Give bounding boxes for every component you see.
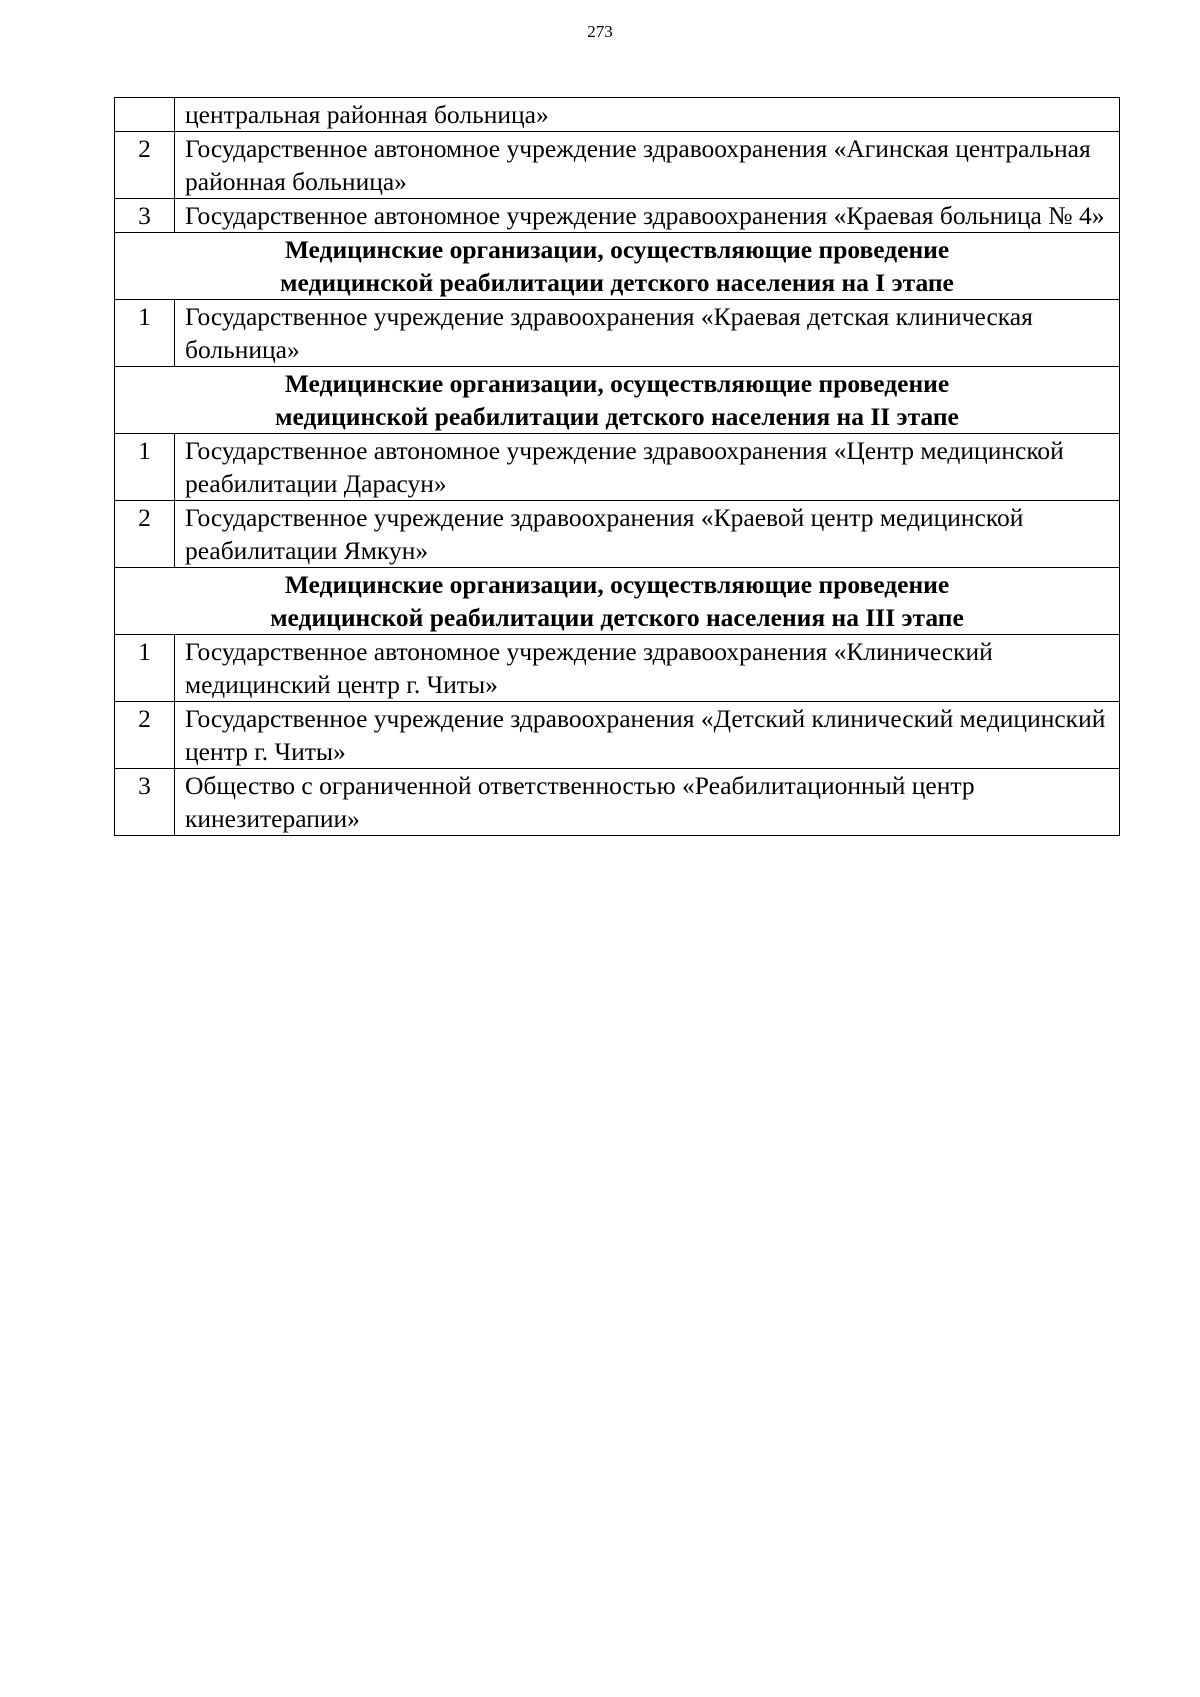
- row-number: 2: [115, 702, 175, 769]
- table-row: [115, 98, 1120, 132]
- organization-name: Государственное автономное учреждение здравоохранения «Агинская центральная районная больница»: [175, 132, 1120, 199]
- table-row: [115, 300, 1120, 367]
- section-heading: [115, 367, 1120, 434]
- section-heading: [115, 568, 1120, 635]
- row-number: 3: [115, 769, 175, 836]
- row-number: 2: [115, 501, 175, 568]
- table-row: [115, 769, 1120, 836]
- row-number: 3: [115, 199, 175, 233]
- section-heading: [115, 233, 1120, 300]
- section-header-row: [115, 568, 1120, 635]
- row-number: [115, 98, 175, 132]
- table-row: [115, 434, 1120, 501]
- organization-name: Государственное учреждение здравоохранения «Краевая детская клиническая больница»: [175, 300, 1120, 367]
- section-heading-line: медицинской реабилитации детского населения на I этапе: [280, 268, 954, 297]
- table-row: [115, 199, 1120, 233]
- section-heading-line: медицинской реабилитации детского населения на II этапе: [275, 402, 959, 431]
- organization-name: Государственное автономное учреждение здравоохранения «Краевая больница № 4»: [175, 199, 1120, 233]
- section-heading-line: Медицинские организации, осуществляющие проведение: [284, 570, 950, 599]
- section-header-row: [115, 367, 1120, 434]
- page-number: 273: [587, 22, 613, 41]
- table-row: [115, 702, 1120, 769]
- row-number: 1: [115, 434, 175, 501]
- row-number: 1: [115, 300, 175, 367]
- organizations-table: [114, 97, 1120, 836]
- table-row: [115, 635, 1120, 702]
- organization-name: Государственное учреждение здравоохранения «Краевой центр медицинской реабилитации Ямкун»: [175, 501, 1120, 568]
- organization-name: Государственное учреждение здравоохранения «Детский клинический медицинский центр г. Читы»: [175, 702, 1120, 769]
- table-row: [115, 501, 1120, 568]
- section-heading-line: медицинской реабилитации детского населения на III этапе: [270, 603, 964, 632]
- row-number: 1: [115, 635, 175, 702]
- row-number: 2: [115, 132, 175, 199]
- section-header-row: [115, 233, 1120, 300]
- table-row: [115, 132, 1120, 199]
- section-heading-line: Медицинские организации, осуществляющие проведение: [284, 369, 950, 398]
- organization-name: центральная районная больница»: [175, 98, 1120, 132]
- section-heading-line: Медицинские организации, осуществляющие проведение: [284, 235, 950, 264]
- organization-name: Государственное автономное учреждение здравоохранения «Клинический медицинский центр г. Читы»: [175, 635, 1120, 702]
- organization-name: Государственное автономное учреждение здравоохранения «Центр медицинской реабилитации Дарасун»: [175, 434, 1120, 501]
- organization-name: Общество с ограниченной ответственностью «Реабилитационный центр кинезитерапии»: [175, 769, 1120, 836]
